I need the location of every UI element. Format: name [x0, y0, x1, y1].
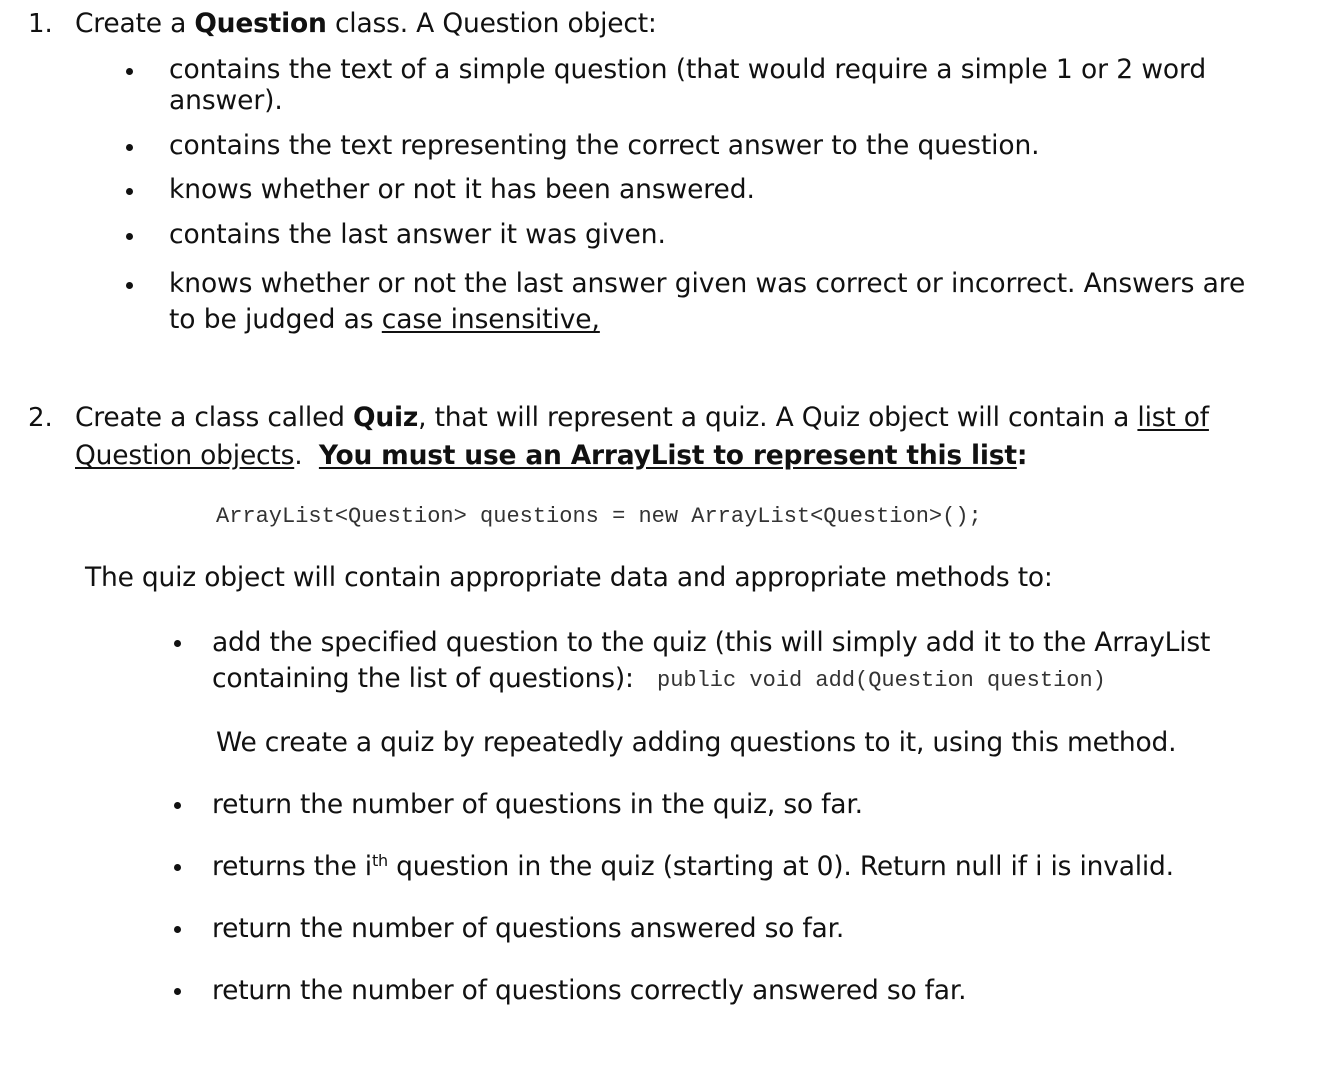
section-2-intro-line-2 [75, 440, 1027, 472]
section-1-bullet-5-text: to be judged as [169, 304, 382, 335]
bullet-dot [126, 68, 133, 75]
bullet-dot [174, 640, 181, 647]
section-2-intro-mid: , that will represent a quiz. A Quiz object will contain a [418, 402, 1138, 433]
section-2-intro-line-1 [75, 402, 1209, 434]
bullet-correct-count: return the number of questions correctly answered so far. [212, 975, 967, 1006]
arraylist-declaration-code: ArrayList<Question> questions = new ArrayList<Question>(); [216, 504, 982, 529]
question-objects-emphasis: Question objects [75, 440, 295, 471]
bullet-dot [174, 926, 181, 933]
section-1-bullet-1-line-1: contains the text of a simple question (that would require a simple 1 or 2 word [169, 54, 1207, 85]
section-1-intro [75, 8, 657, 40]
section-1-bullet-3: knows whether or not it has been answered. [169, 174, 755, 205]
arraylist-requirement: You must use an ArrayList to represent this list [318, 440, 1017, 471]
section-1-number: 1. [28, 9, 53, 39]
section-1-intro-text: Create a [75, 8, 195, 39]
bullet-dot [174, 988, 181, 995]
list-of-emphasis: list of [1137, 402, 1209, 433]
section-1-intro-rest: class. A Question object: [326, 8, 657, 39]
bullet-dot [126, 188, 133, 195]
section-1-bullet-2: contains the text representing the correct answer to the question. [169, 130, 1040, 161]
add-method-note: We create a quiz by repeatedly adding questions to it, using this method. [216, 727, 1177, 758]
bullet-answered-count: return the number of questions answered so far. [212, 913, 845, 944]
section-1-bullet-1-line-2: answer). [169, 85, 283, 116]
case-insensitive-emphasis: case insensitive, [381, 304, 600, 335]
bullet-question-count: return the number of questions in the quiz, so far. [212, 789, 863, 820]
bullet-dot [126, 233, 133, 240]
add-method-signature-code: public void add(Question question) [657, 668, 1106, 693]
ith-superscript: th [371, 851, 388, 870]
bullet-ith-text: returns the i [212, 851, 372, 882]
section-2-period: . [294, 440, 311, 471]
bullet-dot [174, 864, 181, 871]
bullet-ith-rest: question in the quiz (starting at 0). Return null if i is invalid. [387, 851, 1174, 882]
bullet-dot [126, 282, 133, 289]
bullet-dot [174, 802, 181, 809]
methods-intro: The quiz object will contain appropriate data and appropriate methods to: [85, 562, 1053, 593]
bullet-add-line-1: add the specified question to the quiz (this will simply add it to the ArrayList [212, 627, 1211, 658]
section-1-bullet-5-line-2 [169, 304, 600, 336]
section-2-class-name: Quiz [353, 402, 419, 433]
section-1-class-name: Question [194, 8, 327, 39]
section-1-bullet-5-line-1: knows whether or not the last answer given was correct or incorrect. Answers are [169, 268, 1246, 299]
section-2-colon: : [1016, 440, 1028, 471]
section-2-intro-text: Create a class called [75, 402, 354, 433]
bullet-ith-question [212, 851, 1174, 883]
section-2-number: 2. [28, 403, 53, 433]
bullet-dot [126, 144, 133, 151]
bullet-add-line-2: containing the list of questions): [212, 663, 634, 694]
section-1-bullet-4: contains the last answer it was given. [169, 219, 666, 250]
